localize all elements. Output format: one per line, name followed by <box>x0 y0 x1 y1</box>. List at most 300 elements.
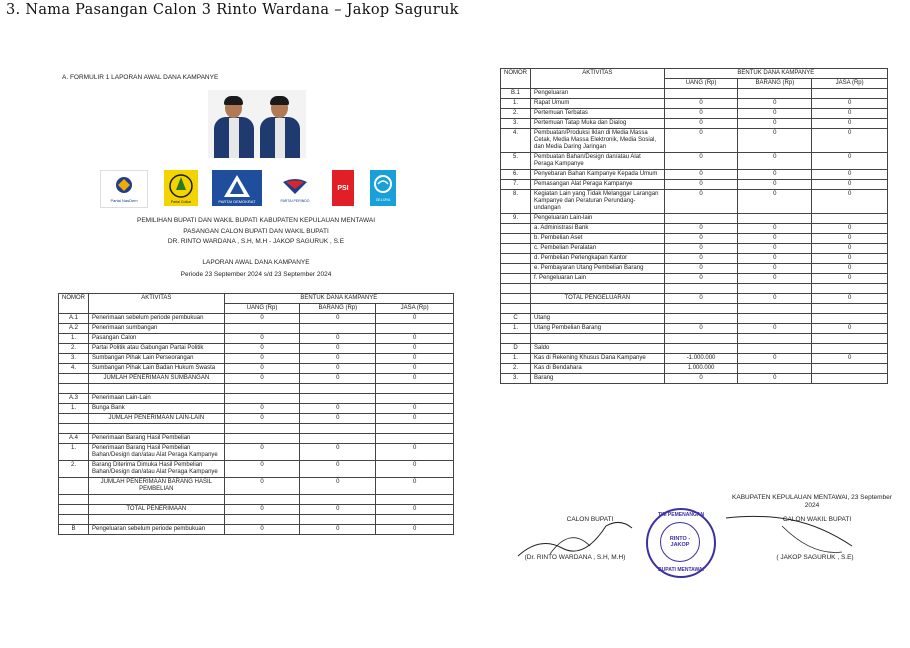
col-aktivitas: AKTIVITAS <box>89 294 225 314</box>
col-uang: UANG (Rp) <box>664 79 738 89</box>
report-period: Periode 23 September 2024 s/d 23 September 2024 <box>180 271 332 278</box>
row-jasa: 0 <box>812 190 888 214</box>
row-number <box>501 294 531 304</box>
table-row <box>501 364 888 374</box>
table-row <box>59 324 454 334</box>
row-number <box>59 424 89 434</box>
table-row <box>501 153 888 170</box>
svg-text:GELORA: GELORA <box>375 198 391 202</box>
row-jasa <box>376 394 454 404</box>
row-activity: Pertemuan Tatap Muka dan Dialog <box>531 119 665 129</box>
row-barang: 0 <box>738 354 812 364</box>
row-uang: 0 <box>664 153 738 170</box>
row-activity: Bunga Bank <box>89 404 225 414</box>
row-barang <box>738 314 812 324</box>
row-jasa: 0 <box>812 129 888 153</box>
row-jasa: 0 <box>812 324 888 334</box>
col-aktivitas: AKTIVITAS <box>531 69 665 89</box>
row-barang <box>738 334 812 344</box>
table-row <box>501 284 888 294</box>
table-row <box>501 224 888 234</box>
row-jasa <box>812 344 888 354</box>
row-jasa <box>376 515 454 525</box>
row-activity: c. Pembelian Peralatan <box>531 244 665 254</box>
row-uang: 0 <box>224 404 300 414</box>
row-barang <box>300 324 376 334</box>
row-jasa: 0 <box>376 354 454 364</box>
row-jasa: 0 <box>376 414 454 424</box>
row-activity: Barang <box>531 374 665 384</box>
row-uang: 0 <box>664 244 738 254</box>
header-line-1: PEMILIHAN BUPATI DAN WAKIL BUPATI KABUPATEN KEPULAUAN MENTAWAI <box>136 217 375 224</box>
table-row <box>59 394 454 404</box>
row-activity: Penerimaan sebelum periode pembukuan <box>89 314 225 324</box>
row-uang: 0 <box>664 119 738 129</box>
row-number <box>501 334 531 344</box>
col-nomor: NOMOR <box>59 294 89 314</box>
table-row <box>501 190 888 214</box>
row-number: 7. <box>501 180 531 190</box>
table-row <box>501 294 888 304</box>
row-activity: Utang Pembelian Barang <box>531 324 665 334</box>
row-activity: Pengeluaran Lain-lain <box>531 214 665 224</box>
table-row <box>501 99 888 109</box>
psi-logo: PSI <box>332 170 354 206</box>
row-jasa: 0 <box>812 153 888 170</box>
row-uang: 0 <box>224 505 300 515</box>
row-activity <box>531 304 665 314</box>
row-uang: 0 <box>224 525 300 535</box>
row-number: 6. <box>501 170 531 180</box>
row-barang: 0 <box>738 109 812 119</box>
row-uang <box>224 324 300 334</box>
row-uang <box>664 304 738 314</box>
row-uang: 0 <box>664 109 738 119</box>
calon-bupati-label: CALON BUPATI <box>566 516 614 523</box>
row-uang: 0 <box>664 234 738 244</box>
row-jasa: 0 <box>376 525 454 535</box>
row-number: 8. <box>501 190 531 214</box>
row-barang: 0 <box>738 244 812 254</box>
right-finance-table <box>500 68 888 384</box>
row-barang: 0 <box>300 525 376 535</box>
row-uang <box>224 434 300 444</box>
row-barang: 0 <box>300 404 376 414</box>
row-barang: 0 <box>738 254 812 264</box>
row-number: 4. <box>501 129 531 153</box>
row-uang: 0 <box>224 364 300 374</box>
row-number <box>59 505 89 515</box>
header-line-2: PASANGAN CALON BUPATI DAN WAKIL BUPATI <box>183 227 329 235</box>
row-number: 1. <box>59 444 89 461</box>
row-barang: 0 <box>738 224 812 234</box>
row-jasa: 0 <box>812 109 888 119</box>
row-uang <box>664 89 738 99</box>
row-activity: Sumbangan Pihak Lain Perseorangan <box>89 354 225 364</box>
table-row <box>501 180 888 190</box>
row-activity: Pemasangan Alat Peraga Kampanye <box>531 180 665 190</box>
table-row <box>501 129 888 153</box>
row-uang: 0 <box>664 190 738 214</box>
name-bupati: (Dr. RINTO WARDANA , S.H, M.H) <box>524 554 626 561</box>
row-uang: 0 <box>664 224 738 234</box>
row-activity: Kas di Rekening Khusus Dana Kampanye <box>531 354 665 364</box>
table-row <box>59 414 454 424</box>
row-barang: 0 <box>738 374 812 384</box>
row-barang <box>300 434 376 444</box>
row-jasa: 0 <box>812 170 888 180</box>
row-activity: a. Administrasi Bank <box>531 224 665 234</box>
row-barang: 0 <box>738 294 812 304</box>
row-barang: 0 <box>738 170 812 180</box>
header-line-3: DR. RINTO WARDANA , S.H, M.H - JAKOP SAGURUK , S.E <box>167 238 345 245</box>
col-barang: BARANG (Rp) <box>738 79 812 89</box>
row-uang: 0 <box>224 478 300 495</box>
row-number: 2. <box>59 461 89 478</box>
name-wakil: ( JAKOP SAGURUK , S.E) <box>776 554 854 561</box>
table-row <box>59 354 454 364</box>
campaign-stamp <box>646 508 716 578</box>
table-row <box>501 354 888 364</box>
row-activity: Pertemuan Terbatas <box>531 109 665 119</box>
svg-text:Partai NasDem: Partai NasDem <box>110 198 138 203</box>
row-barang <box>300 424 376 434</box>
row-number: 2. <box>59 344 89 354</box>
row-activity: JUMLAH PENERIMAAN BARANG HASIL PEMBELIAN <box>89 478 225 495</box>
table-row <box>59 364 454 374</box>
row-uang: 0 <box>224 444 300 461</box>
row-number <box>501 304 531 314</box>
table-row <box>501 304 888 314</box>
row-barang: 0 <box>738 274 812 284</box>
row-jasa <box>812 364 888 374</box>
row-jasa <box>812 334 888 344</box>
row-barang: 0 <box>300 478 376 495</box>
row-jasa: 0 <box>376 404 454 414</box>
row-jasa <box>376 434 454 444</box>
row-uang: 0 <box>224 414 300 424</box>
row-activity <box>89 515 225 525</box>
row-uang <box>664 284 738 294</box>
row-activity: b. Pembelian Aset <box>531 234 665 244</box>
row-number: A.4 <box>59 434 89 444</box>
row-activity: JUMLAH PENERIMAAN SUMBANGAN <box>89 374 225 384</box>
report-header <box>58 216 454 248</box>
row-number: 1. <box>501 354 531 364</box>
row-barang: 0 <box>300 374 376 384</box>
row-uang <box>224 515 300 525</box>
row-barang: 0 <box>300 461 376 478</box>
row-activity: Utang <box>531 314 665 324</box>
row-uang: 1.000.000 <box>664 364 738 374</box>
row-barang <box>738 89 812 99</box>
candidate-figure-right <box>258 96 302 158</box>
table-row <box>501 234 888 244</box>
row-number: 1. <box>501 324 531 334</box>
table-row <box>59 478 454 495</box>
row-barang: 0 <box>738 264 812 274</box>
row-number <box>501 224 531 234</box>
row-number: 4. <box>59 364 89 374</box>
row-number <box>59 478 89 495</box>
table-row <box>59 495 454 505</box>
row-jasa: 0 <box>376 461 454 478</box>
table-row <box>501 334 888 344</box>
col-nomor: NOMOR <box>501 69 531 89</box>
gelora-logo <box>370 170 396 206</box>
row-number: 1. <box>501 99 531 109</box>
perindo-logo <box>278 170 312 206</box>
row-number <box>501 234 531 244</box>
col-bentuk: BENTUK DANA KAMPANYE <box>664 69 887 79</box>
row-number <box>59 374 89 384</box>
row-barang: 0 <box>738 324 812 334</box>
row-jasa <box>376 324 454 334</box>
row-barang <box>738 284 812 294</box>
row-activity: Partai Politik atau Gabungan Partai Politik <box>89 344 225 354</box>
row-activity: TOTAL PENGELUARAN <box>531 294 665 304</box>
row-number: D <box>501 344 531 354</box>
row-barang <box>738 214 812 224</box>
row-number: A.3 <box>59 394 89 404</box>
row-barang: 0 <box>300 364 376 374</box>
svg-text:PARTAI DEMOKRAT: PARTAI DEMOKRAT <box>218 199 256 204</box>
table-row <box>501 109 888 119</box>
row-activity: Penerimaan Barang Hasil Pembelian <box>89 434 225 444</box>
row-jasa: 0 <box>376 505 454 515</box>
row-barang <box>300 515 376 525</box>
row-jasa: 0 <box>376 374 454 384</box>
table-row <box>501 264 888 274</box>
row-activity: Penerimaan Lain-Lain <box>89 394 225 404</box>
table-row <box>59 384 454 394</box>
row-barang: 0 <box>300 444 376 461</box>
row-uang <box>664 334 738 344</box>
row-activity <box>89 495 225 505</box>
row-number <box>501 244 531 254</box>
col-bentuk: BENTUK DANA KAMPANYE <box>224 294 453 304</box>
table-row <box>501 119 888 129</box>
table-row <box>501 344 888 354</box>
row-activity: Rapat Umum <box>531 99 665 109</box>
row-uang: 0 <box>224 354 300 364</box>
table-row <box>59 404 454 414</box>
table-row <box>59 515 454 525</box>
table-row <box>59 505 454 515</box>
row-number: 1. <box>59 334 89 344</box>
row-jasa: 0 <box>812 274 888 284</box>
table-row <box>59 344 454 354</box>
table-row <box>59 461 454 478</box>
row-barang: 0 <box>738 190 812 214</box>
row-number: A.2 <box>59 324 89 334</box>
row-uang: -1.000.000 <box>664 354 738 364</box>
table-row <box>59 374 454 384</box>
row-jasa <box>812 89 888 99</box>
row-jasa <box>812 214 888 224</box>
table-row <box>501 274 888 284</box>
row-barang <box>738 364 812 374</box>
row-barang: 0 <box>738 234 812 244</box>
row-activity: Pengeluaran sebelum periode pembukuan <box>89 525 225 535</box>
row-activity: Pembuatan/Produksi Iklan di Media Massa Cetak, Media Massa Elektronik, Media Sosial, dan Media Daring Jaringan <box>531 129 665 153</box>
table-row <box>59 444 454 461</box>
row-activity: Saldo <box>531 344 665 354</box>
table-row <box>59 525 454 535</box>
table-row <box>59 424 454 434</box>
row-barang: 0 <box>738 119 812 129</box>
row-jasa <box>376 495 454 505</box>
row-jasa <box>812 304 888 314</box>
row-jasa: 0 <box>812 354 888 364</box>
row-barang: 0 <box>300 354 376 364</box>
row-activity <box>531 334 665 344</box>
row-barang <box>300 394 376 404</box>
row-number: 1. <box>59 404 89 414</box>
row-activity: Pasangan Calon <box>89 334 225 344</box>
row-activity: Kas di Bendahara <box>531 364 665 374</box>
row-jasa <box>812 314 888 324</box>
row-number: 2. <box>501 109 531 119</box>
row-jasa: 0 <box>812 224 888 234</box>
table-row <box>501 244 888 254</box>
row-number: 9. <box>501 214 531 224</box>
row-activity: Penyebaran Bahan Kampanye Kepada Umum <box>531 170 665 180</box>
row-activity: e. Pembayaran Utang Pembelian Barang <box>531 264 665 274</box>
row-uang: 0 <box>664 99 738 109</box>
report-title: LAPORAN AWAL DANA KAMPANYE <box>202 259 310 266</box>
golkar-logo <box>164 170 198 206</box>
candidate-figure-left <box>212 96 256 158</box>
table-row <box>59 314 454 324</box>
row-activity <box>89 384 225 394</box>
table-row <box>59 434 454 444</box>
row-barang: 0 <box>300 414 376 424</box>
row-barang: 0 <box>738 99 812 109</box>
row-barang <box>738 344 812 354</box>
table-row <box>501 254 888 264</box>
row-activity: Barang Diterima Dimuka Hasil Pembelian Bahan/Design dan/atau Alat Peraga Kampanye <box>89 461 225 478</box>
row-jasa <box>376 384 454 394</box>
row-barang <box>300 384 376 394</box>
row-uang <box>224 394 300 404</box>
table-row <box>501 314 888 324</box>
row-number: A.1 <box>59 314 89 324</box>
row-jasa <box>812 284 888 294</box>
row-activity: TOTAL PENERIMAAN <box>89 505 225 515</box>
row-uang: 0 <box>664 170 738 180</box>
row-jasa: 0 <box>376 334 454 344</box>
form-title: A. FORMULIR 1 LAPORAN AWAL DANA KAMPANYE <box>62 74 219 81</box>
row-activity <box>531 284 665 294</box>
place-date: KABUPATEN KEPULAUAN MENTAWAI, 23 September 2024 <box>732 494 892 509</box>
row-number: B <box>59 525 89 535</box>
row-uang: 0 <box>224 344 300 354</box>
stamp-center-text: RINTO - JAKOP <box>660 522 700 562</box>
row-activity: f. Pengeluaran Lain <box>531 274 665 284</box>
row-jasa: 0 <box>376 314 454 324</box>
stamp-top-text: TIM PEMENANGAN <box>657 512 705 518</box>
table-row <box>501 170 888 180</box>
row-number: B.1 <box>501 89 531 99</box>
row-barang: 0 <box>738 129 812 153</box>
row-uang: 0 <box>224 374 300 384</box>
row-number <box>501 284 531 294</box>
table-row <box>501 89 888 99</box>
row-uang: 0 <box>224 461 300 478</box>
row-jasa: 0 <box>812 254 888 264</box>
row-number <box>59 414 89 424</box>
row-activity: JUMLAH PENERIMAAN LAIN-LAIN <box>89 414 225 424</box>
row-jasa: 0 <box>376 478 454 495</box>
row-jasa <box>812 374 888 384</box>
row-uang: 0 <box>664 374 738 384</box>
row-uang <box>224 384 300 394</box>
row-activity: Penerimaan Barang Hasil Pembelian Bahan/Design dan/atau Alat Peraga Kampanye <box>89 444 225 461</box>
candidate-photo <box>208 90 306 158</box>
row-number <box>501 274 531 284</box>
row-number: C <box>501 314 531 324</box>
calon-wakil-label: CALON WAKIL BUPATI <box>782 516 852 523</box>
row-jasa: 0 <box>812 180 888 190</box>
demokrat-logo <box>212 170 262 206</box>
row-barang: 0 <box>300 314 376 324</box>
col-uang: UANG (Rp) <box>224 304 300 314</box>
row-activity: Pengeluaran <box>531 89 665 99</box>
svg-text:Partai Golkar: Partai Golkar <box>170 200 192 204</box>
row-barang: 0 <box>300 344 376 354</box>
row-barang: 0 <box>738 180 812 190</box>
row-jasa: 0 <box>376 444 454 461</box>
row-uang <box>224 424 300 434</box>
row-uang: 0 <box>664 274 738 284</box>
row-number <box>501 264 531 274</box>
col-jasa: JASA (Rp) <box>812 79 888 89</box>
row-uang: 0 <box>664 180 738 190</box>
row-number <box>501 254 531 264</box>
row-jasa: 0 <box>812 99 888 109</box>
row-jasa: 0 <box>812 244 888 254</box>
row-number <box>59 495 89 505</box>
row-uang: 0 <box>664 294 738 304</box>
row-number: 3. <box>501 119 531 129</box>
row-barang <box>300 495 376 505</box>
row-activity <box>89 424 225 434</box>
row-uang <box>224 495 300 505</box>
row-uang <box>664 314 738 324</box>
row-activity: Penerimaan sumbangan <box>89 324 225 334</box>
row-uang <box>664 344 738 354</box>
row-number: 5. <box>501 153 531 170</box>
report-page-left <box>58 68 454 648</box>
row-barang <box>738 304 812 314</box>
left-finance-table <box>58 293 454 535</box>
row-barang: 0 <box>738 153 812 170</box>
section-heading: 3. Nama Pasangan Calon 3 Rinto Wardana – Jakop Saguruk <box>6 2 459 18</box>
row-activity: d. Pembelian Perlengkapan Kantor <box>531 254 665 264</box>
col-jasa: JASA (Rp) <box>376 304 454 314</box>
row-jasa: 0 <box>812 264 888 274</box>
table-row <box>501 214 888 224</box>
row-uang: 0 <box>664 324 738 334</box>
row-jasa: 0 <box>812 294 888 304</box>
stamp-bottom-text: BUPATI MENTAWAI <box>658 567 704 573</box>
row-activity: Sumbangan Pihak Lain Badan Hukum Swasta <box>89 364 225 374</box>
party-logos <box>98 170 418 210</box>
row-uang: 0 <box>664 254 738 264</box>
row-barang: 0 <box>300 505 376 515</box>
row-number: 3. <box>501 374 531 384</box>
